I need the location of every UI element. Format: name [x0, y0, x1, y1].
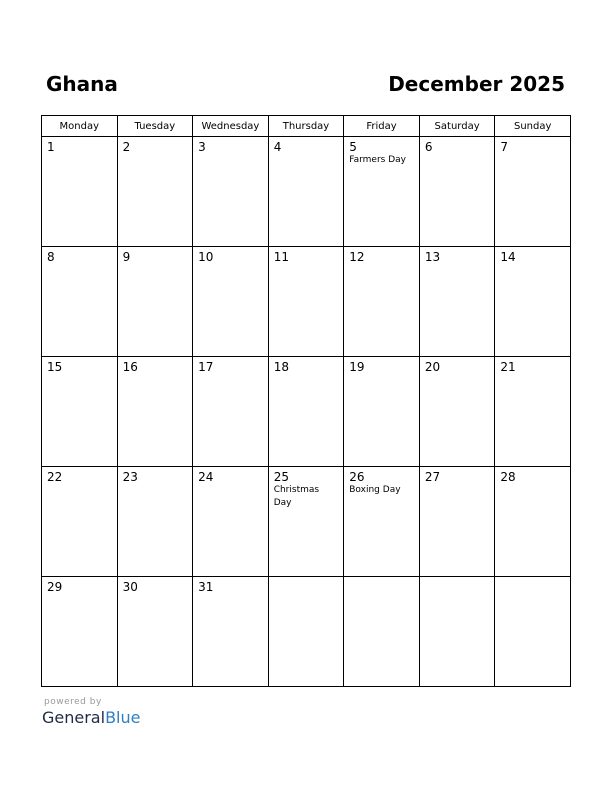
day-cell [117, 577, 193, 687]
day-cell [344, 137, 420, 247]
calendar-body [42, 137, 571, 687]
country-title: Ghana [46, 72, 118, 96]
week-row [42, 137, 571, 247]
day-number: 12 [349, 250, 365, 264]
weekday-header-thursday: Thursday [268, 116, 344, 137]
day-number [269, 577, 344, 580]
day-number: 28 [500, 470, 516, 484]
calendar-grid [41, 115, 571, 687]
day-number: 6 [424, 140, 433, 154]
weekday-header-wednesday: Wednesday [193, 116, 269, 137]
day-number: 22 [47, 470, 63, 484]
day-number: 30 [122, 580, 138, 594]
day-cell [344, 467, 420, 577]
week-row [42, 577, 571, 687]
empty-day-cell [419, 577, 495, 687]
day-number: 3 [198, 140, 206, 154]
powered-by-label: powered by [44, 697, 102, 707]
day-cell [268, 247, 344, 357]
day-number: 16 [122, 360, 138, 374]
day-number: 19 [349, 360, 365, 374]
logo-text-general: General [42, 708, 106, 727]
empty-day-cell [268, 577, 344, 687]
day-cell [42, 247, 118, 357]
week-row [42, 357, 571, 467]
weekday-header-sunday: Sunday [495, 116, 571, 137]
day-cell [117, 137, 193, 247]
day-cell [419, 137, 495, 247]
day-number: 15 [47, 360, 63, 374]
day-cell [268, 467, 344, 577]
day-number: 25 [273, 470, 289, 484]
day-cell [42, 137, 118, 247]
day-number: 31 [198, 580, 214, 594]
weekday-header-saturday: Saturday [419, 116, 495, 137]
day-number: 27 [424, 470, 441, 484]
day-cell [117, 357, 193, 467]
day-number: 2 [122, 140, 131, 154]
day-cell [117, 247, 193, 357]
empty-day-cell [344, 577, 420, 687]
day-cell [193, 247, 269, 357]
day-number: 17 [198, 360, 214, 374]
day-number: 29 [47, 580, 63, 594]
day-cell [344, 247, 420, 357]
day-cell [419, 467, 495, 577]
logo-text-blue: Blue [105, 708, 141, 727]
day-cell [344, 357, 420, 467]
weekday-header-tuesday: Tuesday [117, 116, 193, 137]
day-number: 23 [122, 470, 138, 484]
day-cell [419, 357, 495, 467]
day-number: 13 [424, 250, 441, 264]
day-number: 21 [500, 360, 516, 374]
day-cell [495, 357, 571, 467]
holiday-label: Boxing Day [349, 485, 401, 495]
day-number: 9 [122, 250, 131, 264]
month-title: December 2025 [388, 72, 565, 96]
day-number: 11 [273, 250, 289, 264]
day-number: 1 [47, 140, 55, 154]
day-cell [193, 577, 269, 687]
holiday-label: Farmers Day [349, 155, 406, 165]
day-number: 5 [349, 140, 357, 154]
empty-day-cell [495, 577, 571, 687]
day-number [420, 577, 495, 580]
week-row [42, 467, 571, 577]
day-number: 14 [500, 250, 516, 264]
day-number: 26 [349, 470, 365, 484]
generalblue-logo[interactable] [42, 708, 140, 728]
holiday-label: Christmas Day [273, 485, 320, 508]
day-cell [193, 467, 269, 577]
day-number: 8 [47, 250, 55, 264]
day-cell [495, 247, 571, 357]
day-cell [117, 467, 193, 577]
day-number: 4 [273, 140, 282, 154]
weekday-header-friday: Friday [344, 116, 420, 137]
day-cell [193, 137, 269, 247]
week-row [42, 247, 571, 357]
day-number [495, 577, 570, 580]
day-cell [42, 467, 118, 577]
day-number: 18 [273, 360, 289, 374]
day-number: 24 [198, 470, 214, 484]
day-cell [268, 357, 344, 467]
day-cell [419, 247, 495, 357]
day-cell [193, 357, 269, 467]
day-cell [268, 137, 344, 247]
day-number: 20 [424, 360, 441, 374]
day-cell [42, 577, 118, 687]
day-number: 10 [198, 250, 214, 264]
day-cell [495, 137, 571, 247]
weekday-header-monday: Monday [42, 116, 118, 137]
day-cell [495, 467, 571, 577]
day-number [344, 577, 419, 580]
day-number: 7 [500, 140, 509, 154]
day-cell [42, 357, 118, 467]
weekday-header-row [42, 116, 571, 137]
